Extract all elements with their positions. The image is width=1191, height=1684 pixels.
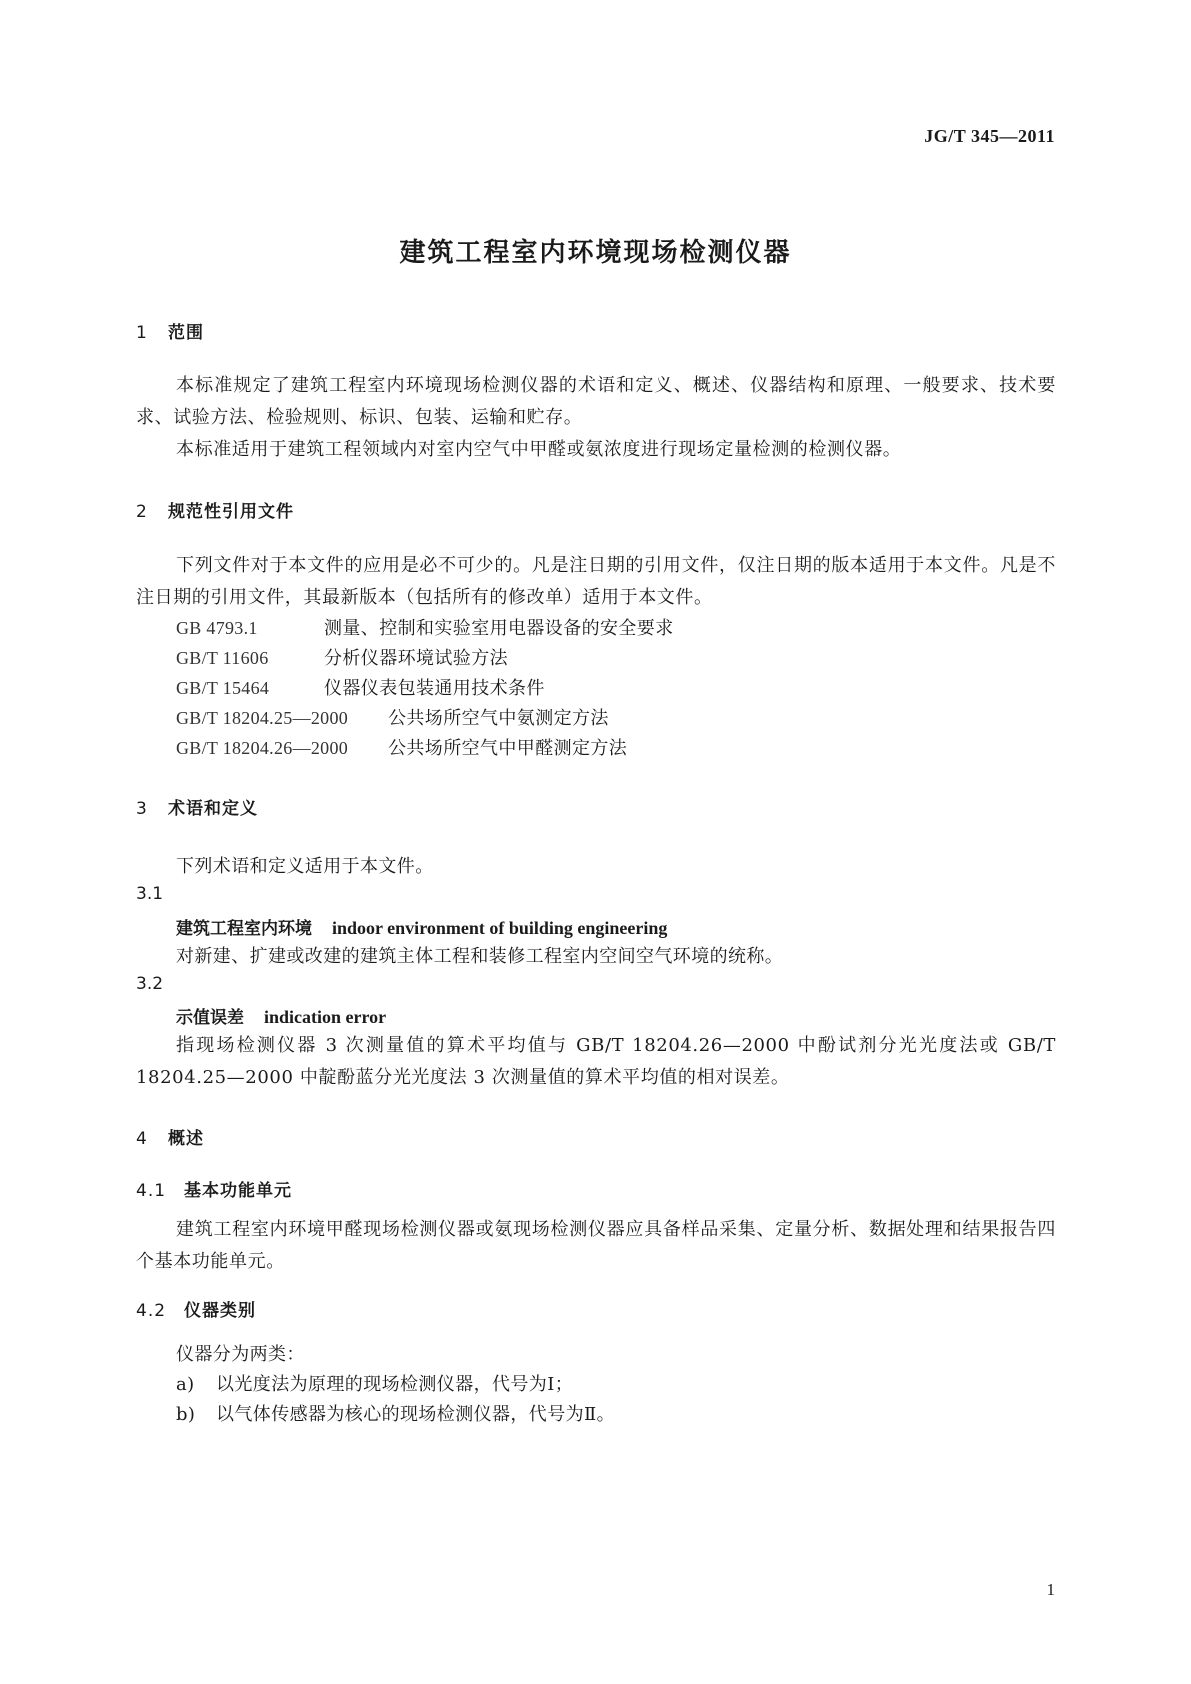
subsection-4-1-paragraph: 建筑工程室内环境甲醛现场检测仪器或氨现场检测仪器应具备样品采集、定量分析、数据处理和结果报告四个基本功能单元。: [136, 1219, 1056, 1272]
reference-title: 仪器仪表包装通用技术条件: [324, 678, 545, 699]
section-1-paragraph-1: 本标准规定了建筑工程室内环境现场检测仪器的术语和定义、概述、仪器结构和原理、一般要求、技术要求、试验方法、检验规则、标识、包装、运输和贮存。: [136, 375, 1056, 428]
section-number: 1: [136, 323, 148, 343]
section-2-heading: [136, 497, 294, 522]
section-title: 规范性引用文件: [168, 502, 294, 522]
reference-item: [176, 644, 508, 670]
list-item-text: 以光度法为原理的现场检测仪器，代号为Ⅰ；: [216, 1374, 574, 1395]
subsection-4-2-intro: 仪器分为两类：: [176, 1344, 305, 1365]
reference-title: 分析仪器环境试验方法: [324, 648, 508, 669]
list-item-label: a): [176, 1374, 195, 1395]
section-title: 概述: [168, 1129, 204, 1149]
section-1-paragraph-2: 本标准适用于建筑工程领域内对室内空气中甲醛或氨浓度进行现场定量检测的检测仪器。: [176, 439, 902, 460]
reference-code: GB/T 15464: [176, 678, 270, 698]
reference-item: [176, 734, 627, 760]
term-number: 3.2: [136, 974, 164, 994]
term-chinese: 建筑工程室内环境: [176, 919, 312, 939]
subsection-4-2-heading: [136, 1296, 256, 1321]
subsection-number: 4.1: [136, 1181, 167, 1201]
list-item: [176, 1400, 615, 1426]
term-english: indoor environment of building engineering: [332, 918, 668, 938]
subsection-title: 仪器类别: [184, 1301, 256, 1321]
reference-code: GB/T 18204.25—2000: [176, 708, 349, 728]
reference-title: 测量、控制和实验室用电器设备的安全要求: [324, 618, 674, 639]
section-number: 3: [136, 799, 148, 819]
section-2-paragraph-1: 下列文件对于本文件的应用是必不可少的。凡是注日期的引用文件，仅注日期的版本适用于本文件。凡是不注日期的引用文件，其最新版本（包括所有的修改单）适用于本文件。: [136, 555, 1056, 608]
section-1-heading: [136, 318, 204, 343]
list-item-text: 以气体传感器为核心的现场检测仪器，代号为Ⅱ。: [216, 1404, 616, 1425]
term-english: indication error: [264, 1007, 387, 1027]
reference-code: GB/T 11606: [176, 648, 269, 668]
reference-title: 公共场所空气中氨测定方法: [388, 708, 609, 729]
reference-item: [176, 614, 674, 640]
subsection-title: 基本功能单元: [184, 1181, 292, 1201]
term-chinese: 示值误差: [176, 1008, 244, 1028]
subsection-4-1-heading: [136, 1176, 292, 1201]
term-number: 3.1: [136, 884, 164, 904]
reference-item: [176, 674, 545, 700]
section-title: 范围: [168, 323, 204, 343]
section-title: 术语和定义: [168, 799, 258, 819]
reference-item: [176, 704, 609, 730]
reference-title: 公共场所空气中甲醛测定方法: [388, 738, 628, 759]
document-title: 建筑工程室内环境现场检测仪器: [399, 238, 792, 268]
term-heading: [176, 914, 667, 939]
section-3-intro: 下列术语和定义适用于本文件。: [176, 856, 434, 877]
section-number: 4: [136, 1129, 148, 1149]
section-number: 2: [136, 502, 148, 522]
list-item-label: b): [176, 1404, 196, 1425]
standard-number: JG/T 345—2011: [924, 126, 1055, 146]
list-item: [176, 1370, 573, 1396]
section-4-heading: [136, 1124, 204, 1149]
reference-code: GB 4793.1: [176, 618, 258, 638]
reference-code: GB/T 18204.26—2000: [176, 738, 349, 758]
term-heading: [176, 1003, 386, 1028]
subsection-number: 4.2: [136, 1301, 167, 1321]
term-definition: 对新建、扩建或改建的建筑主体工程和装修工程室内空间空气环境的统称。: [176, 946, 784, 967]
page-number: 1: [1046, 1580, 1055, 1599]
section-3-heading: [136, 794, 258, 819]
term-definition: 指现场检测仪器 3 次测量值的算术平均值与 GB/T 18204.26—2000 中酚试剂分光光度法或 GB/T 18204.25—2000 中靛酚蓝分光光度法 3 次测量值的算术平均值的相对误差。: [136, 1035, 1056, 1088]
